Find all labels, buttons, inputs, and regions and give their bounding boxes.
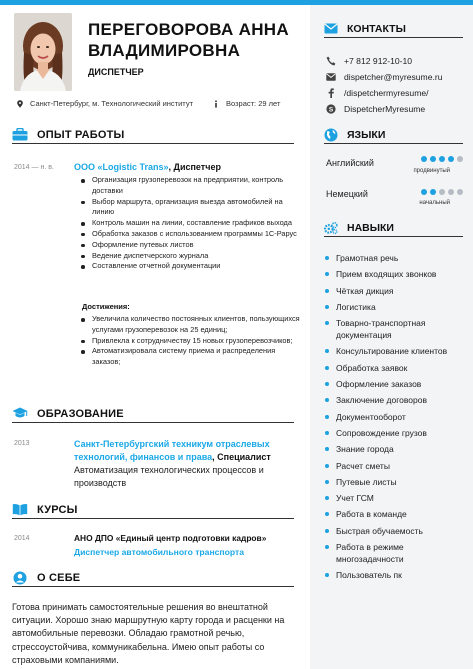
skype-icon bbox=[326, 104, 336, 114]
list-item: Работа в команде bbox=[324, 508, 469, 520]
list-item: Консультирование клиентов bbox=[324, 345, 469, 357]
company-name: ООО «Logistic Trans» bbox=[74, 162, 169, 172]
education-section-header bbox=[12, 405, 294, 423]
skills-section-header bbox=[324, 219, 463, 237]
language-level-dots-2 bbox=[421, 189, 463, 195]
list-item: Привлекла к сотрудничеству 15 новых грузоперевозчиков; bbox=[80, 336, 305, 347]
experience-section-header bbox=[12, 126, 294, 144]
job-role: , Диспетчер bbox=[168, 162, 221, 172]
language-name-2: Немецкий bbox=[326, 189, 368, 199]
location-text: Санкт-Петербург, м. Технологический институт bbox=[30, 99, 194, 108]
list-item: Обработка заказов с использованием программы 1С-Рарус bbox=[80, 229, 305, 240]
contact-skype[interactable] bbox=[326, 104, 425, 114]
skype-handle: DispetcherMyresume bbox=[344, 104, 426, 114]
envelope-icon bbox=[324, 22, 338, 36]
language-level-dots-1 bbox=[421, 156, 463, 162]
achievements-list bbox=[80, 314, 305, 368]
list-item: Документооборот bbox=[324, 411, 469, 423]
age-info bbox=[212, 99, 280, 108]
list-item: Обработка заявок bbox=[324, 362, 469, 374]
contacts-section-header bbox=[324, 20, 463, 38]
list-item: Оформление заказов bbox=[324, 378, 469, 390]
name-line-1: ПЕРЕГОВОРОВА АННА bbox=[88, 20, 289, 39]
list-item: Расчет сметы bbox=[324, 460, 469, 472]
graduation-cap-icon bbox=[12, 407, 28, 421]
profile-photo bbox=[14, 13, 72, 91]
level-dot bbox=[421, 156, 427, 162]
sidebar bbox=[310, 5, 473, 669]
contacts-title: КОНТАКТЫ bbox=[347, 22, 406, 35]
candidate-name bbox=[88, 19, 303, 61]
list-item: Знание города bbox=[324, 443, 469, 455]
list-item: Грамотная речь bbox=[324, 252, 469, 264]
skills-title: НАВЫКИ bbox=[347, 221, 394, 234]
course-organization: АНО ДПО «Единый центр подготовки кадров» bbox=[74, 533, 267, 543]
course-date: 2014 bbox=[14, 535, 30, 542]
experience-job-title bbox=[74, 162, 221, 172]
list-item: Быстрая обучаемость bbox=[324, 525, 469, 537]
level-dot bbox=[430, 189, 436, 195]
list-item: Сопровождение грузов bbox=[324, 427, 469, 439]
contact-email[interactable] bbox=[326, 72, 443, 82]
experience-date: 2014 — н. в. bbox=[14, 164, 54, 171]
facebook-handle: /dispetchermyresume/ bbox=[344, 88, 429, 98]
level-dot bbox=[421, 189, 427, 195]
list-item: Логистика bbox=[324, 301, 469, 313]
language-level-2: начальный bbox=[419, 200, 450, 206]
list-item: Контроль машин на линии, составление графиков выхода bbox=[80, 218, 305, 229]
gears-icon bbox=[324, 221, 338, 235]
svg-text:S: S bbox=[328, 106, 334, 114]
skills-list bbox=[324, 252, 469, 586]
book-icon bbox=[12, 503, 28, 517]
main-column bbox=[0, 5, 310, 669]
level-dot bbox=[457, 189, 463, 195]
experience-title: ОПЫТ РАБОТЫ bbox=[37, 128, 125, 141]
email-address: dispetcher@myresume.ru bbox=[344, 72, 443, 82]
about-section-header bbox=[12, 569, 294, 587]
list-item: Оформление путевых листов bbox=[80, 240, 305, 251]
briefcase-icon bbox=[12, 128, 28, 142]
list-item: Заключение договоров bbox=[324, 394, 469, 406]
phone-number: +7 812 912-10-10 bbox=[344, 56, 413, 66]
courses-title: КУРСЫ bbox=[37, 503, 78, 516]
duties-list bbox=[80, 175, 305, 272]
list-item: Работа в режиме многозадачности bbox=[324, 541, 469, 565]
level-dot bbox=[430, 156, 436, 162]
name-line-2: ВЛАДИМИРОВНА bbox=[88, 41, 241, 60]
email-icon bbox=[326, 72, 336, 82]
education-date: 2013 bbox=[14, 440, 30, 447]
education-title: ОБРАЗОВАНИЕ bbox=[37, 407, 124, 420]
level-dot bbox=[457, 156, 463, 162]
languages-section-header bbox=[324, 126, 463, 144]
language-level-1: продвинутый bbox=[413, 168, 450, 174]
location-info bbox=[16, 99, 193, 108]
achievements-label: Достижения: bbox=[82, 302, 130, 311]
list-item: Товарно-транспортная документация bbox=[324, 317, 469, 341]
list-item: Ведение диспетчерского журнала bbox=[80, 251, 305, 262]
list-item: Выбор маршрута, организация выезда автомобилей на линию bbox=[80, 197, 305, 219]
list-item: Путевые листы bbox=[324, 476, 469, 488]
school-name: Санкт-Петербургский техникум отраслевых технологий, финансов и права bbox=[74, 439, 270, 462]
age-text: Возраст: 29 лет bbox=[226, 99, 281, 108]
list-item: Автоматизировала систему приема и распределения заказов; bbox=[80, 346, 305, 368]
globe-icon bbox=[324, 128, 338, 142]
education-school bbox=[74, 438, 306, 464]
about-text: Готова принимать самостоятельные решения во внештатной ситуации. Хорошо знаю маршрутную карту города и расценки на автомобильные перевозки. Обладаю грамотной речью, стрессоустойчива, коммуникабельна. Имею опыт работы со страховыми компаниями. bbox=[12, 602, 285, 665]
level-dot bbox=[439, 156, 445, 162]
phone-icon bbox=[326, 56, 336, 66]
contact-facebook[interactable] bbox=[326, 88, 429, 98]
level-dot bbox=[448, 189, 454, 195]
info-icon bbox=[212, 100, 220, 108]
course-name: Диспетчер автомобильного транспорта bbox=[74, 547, 244, 557]
education-field: Автоматизация технологических процессов и производств bbox=[74, 465, 264, 488]
map-pin-icon bbox=[16, 100, 24, 108]
list-item: Прием входящих звонков bbox=[324, 268, 469, 280]
about-title: О СЕБЕ bbox=[37, 571, 81, 584]
facebook-icon bbox=[326, 88, 336, 98]
language-name-1: Английский bbox=[326, 158, 374, 168]
list-item: Чёткая дикция bbox=[324, 285, 469, 297]
list-item: Пользователь пк bbox=[324, 569, 469, 581]
user-icon bbox=[12, 571, 28, 585]
job-position: ДИСПЕТЧЕР bbox=[88, 67, 144, 77]
languages-title: ЯЗЫКИ bbox=[347, 128, 386, 141]
list-item: Составление отчетной документации bbox=[80, 261, 305, 272]
list-item: Увеличила количество постоянных клиентов, пользующихся услугами грузоперевозок на 25 единиц; bbox=[80, 314, 305, 336]
courses-section-header bbox=[12, 501, 294, 519]
list-item: Организация грузоперевозок на предприятии, контроль доставки bbox=[80, 175, 305, 197]
level-dot bbox=[439, 189, 445, 195]
contact-phone[interactable] bbox=[326, 56, 412, 66]
list-item: Учет ГСМ bbox=[324, 492, 469, 504]
level-dot bbox=[448, 156, 454, 162]
education-degree: , Специалист bbox=[212, 452, 271, 462]
